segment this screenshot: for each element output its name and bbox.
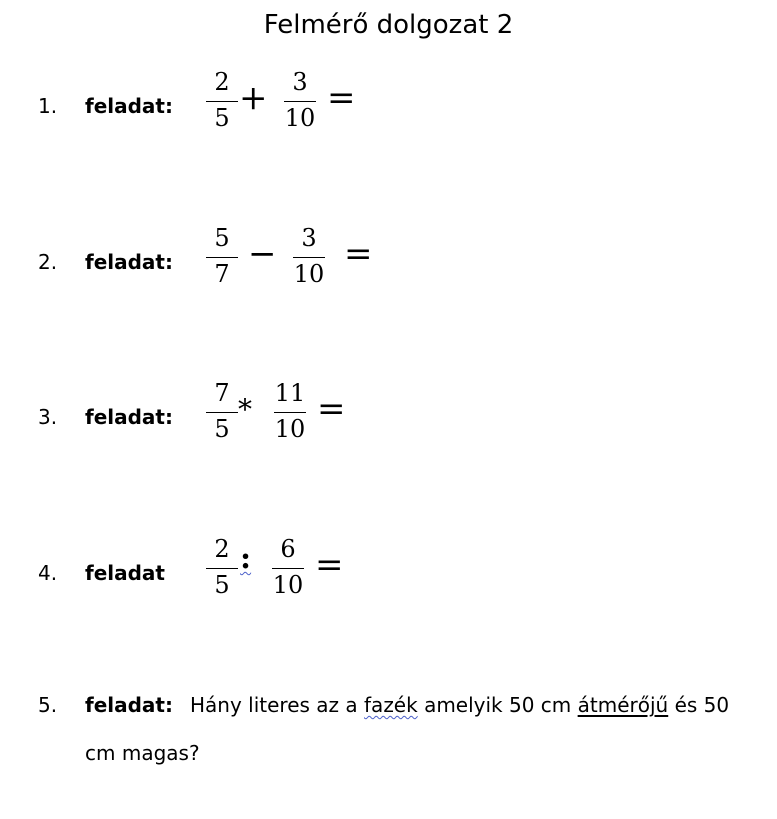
- numerator: 6: [280, 535, 296, 563]
- task-text: Hány literes az a: [190, 693, 358, 717]
- task-number: 4.: [38, 561, 58, 585]
- task-label: feladat:: [85, 405, 173, 429]
- fraction-bar: [206, 568, 238, 569]
- fraction-b: [280, 68, 320, 138]
- denominator: 10: [272, 571, 304, 599]
- denominator: 10: [284, 104, 316, 132]
- numerator: 3: [301, 224, 317, 252]
- equals-sign: =: [317, 389, 346, 429]
- fraction-bar: [274, 412, 306, 413]
- task-3: [0, 379, 777, 459]
- task-number: 5.: [38, 693, 58, 717]
- fraction-b: [270, 379, 310, 449]
- operator: *: [238, 393, 252, 426]
- page-title: Felmérő dolgozat 2: [263, 10, 514, 40]
- task-label: feladat:: [85, 94, 173, 118]
- denominator: 10: [274, 415, 306, 443]
- equals-sign: =: [344, 234, 373, 274]
- numerator: 2: [214, 68, 230, 96]
- fraction-b: [289, 224, 329, 294]
- fraction-a: [202, 379, 242, 449]
- equals-sign: =: [327, 78, 356, 118]
- task-4: [0, 535, 777, 615]
- underlined-word: átmérőjű: [577, 693, 669, 717]
- fraction-bar: [293, 257, 325, 258]
- task-text-line-1: [190, 693, 729, 717]
- fraction-b: [268, 535, 308, 605]
- fraction-bar: [206, 257, 238, 258]
- fraction-a: [202, 535, 242, 605]
- denominator: 7: [214, 260, 230, 288]
- numerator: 3: [292, 68, 308, 96]
- denominator: 5: [214, 571, 230, 599]
- denominator: 5: [214, 104, 230, 132]
- fraction-bar: [206, 101, 238, 102]
- task-1: [0, 68, 777, 148]
- operator: :: [240, 541, 252, 576]
- task-label: feladat:: [85, 250, 173, 274]
- task-number: 2.: [38, 250, 58, 274]
- denominator: 10: [293, 260, 325, 288]
- task-text: és 50: [674, 693, 730, 717]
- fraction-a: [202, 68, 242, 138]
- fraction-bar: [272, 568, 304, 569]
- fraction-bar: [206, 412, 238, 413]
- denominator: 5: [214, 415, 230, 443]
- fraction-a: [202, 224, 242, 294]
- task-2: [0, 224, 777, 304]
- task-text-line-2: cm magas?: [85, 741, 200, 765]
- operator: +: [239, 78, 268, 118]
- task-label: feladat:: [85, 693, 173, 717]
- task-label: feladat: [85, 561, 165, 585]
- numerator: 11: [274, 379, 306, 407]
- fraction-bar: [284, 101, 316, 102]
- spellcheck-word: fazék: [364, 693, 418, 717]
- task-number: 3.: [38, 405, 58, 429]
- numerator: 2: [214, 535, 230, 563]
- operator: −: [248, 234, 277, 274]
- task-text: amelyik 50 cm: [424, 693, 572, 717]
- equals-sign: =: [315, 545, 344, 585]
- numerator: 5: [214, 224, 230, 252]
- task-number: 1.: [38, 94, 58, 118]
- numerator: 7: [214, 379, 230, 407]
